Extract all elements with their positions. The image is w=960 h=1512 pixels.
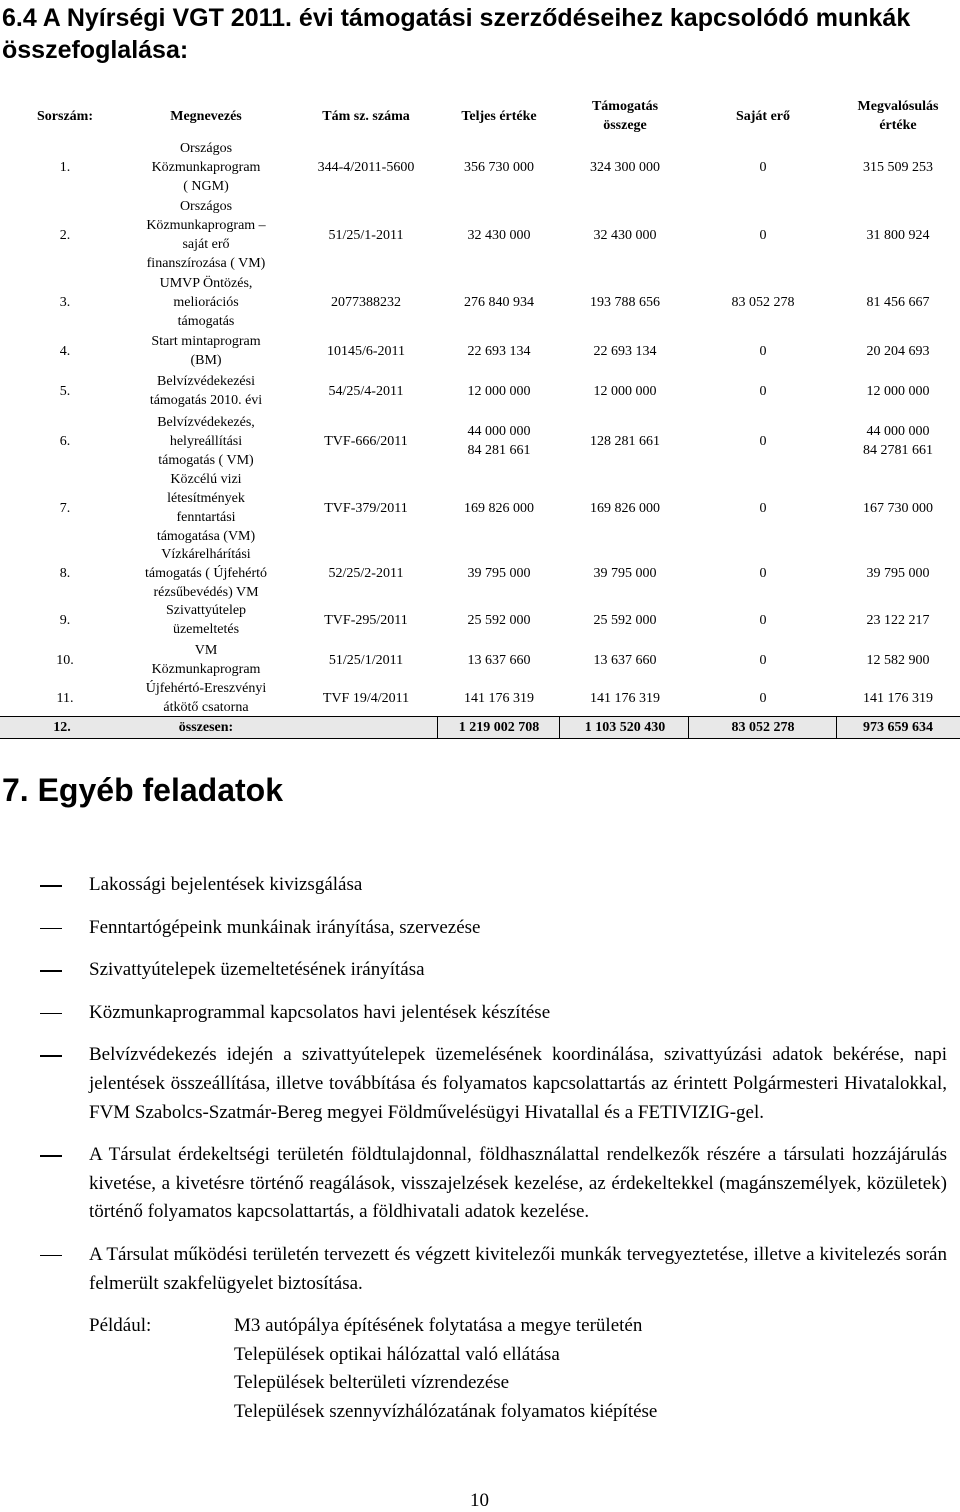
row-realized-value: 141 176 319 [863,690,933,706]
table-row [0,273,960,331]
row-contract-number: 2077388232 [331,294,401,310]
row-own-share: 0 [759,433,767,449]
task-item [0,1141,960,1227]
example-label: Például: [89,1315,152,1337]
row-grant-amount: 32 430 000 [593,227,657,243]
row-total-value: 141 176 319 [464,690,534,706]
row-realized-value: 12 000 000 [866,383,930,399]
table-row [0,412,960,470]
row-name: VM Közmunkaprogram [151,643,261,677]
row-total-value: 22 693 134 [467,343,531,359]
row-number: 4. [59,343,71,359]
row-realized-value: 315 509 253 [863,160,933,175]
example-item: Települések belterületi vízrendezése [234,1372,510,1394]
total-sajat: 83 052 278 [731,720,795,735]
row-number: 10. [56,652,74,668]
row-grant-amount: 13 637 660 [593,652,657,668]
table-row [0,640,960,680]
row-total-value: 39 795 000 [467,565,531,581]
row-own-share: 0 [759,690,767,706]
example-row [0,1369,960,1398]
table-row [0,139,960,196]
row-total-value: 356 730 000 [464,160,534,175]
task-text: Fenntartógépeink munkáinak irányítása, szervezése [89,916,481,938]
row-grant-amount: 22 693 134 [593,343,657,359]
task-item [0,999,960,1028]
row-grant-amount: 128 281 661 [590,433,660,449]
row-own-share: 83 052 278 [731,294,795,310]
example-row [0,1341,960,1370]
row-number: 5. [59,383,71,399]
task-item [0,1041,960,1127]
row-contract-number: 52/25/2-2011 [328,565,404,581]
row-grant-amount: 193 788 656 [590,294,660,310]
dash-bullet-icon [40,1155,62,1157]
row-name: Belvízvédekezési támogatás 2010. évi [149,374,263,408]
table-row [0,371,960,411]
example-item: M3 autópálya építésének folytatása a megye területén [234,1315,643,1337]
row-contract-number: TVF-666/2011 [324,433,408,449]
example-item: Települések szennyvízhálózatának folyamatos kiépítése [234,1400,658,1422]
funding-table [0,97,960,739]
header-megval: Megvalósulás értéke [857,99,939,133]
row-own-share: 0 [759,652,767,668]
row-total-value: 169 826 000 [464,500,534,516]
header-szam: Tám sz. száma [322,109,410,124]
total-num: 12. [53,720,71,735]
row-number: 9. [59,612,71,628]
row-grant-amount: 39 795 000 [593,565,657,581]
row-grant-amount: 141 176 319 [590,690,660,706]
task-text: Szivattyútelepek üzemeltetésének irányítása [89,959,425,981]
total-row [0,716,960,739]
task-text: Lakossági bejelentések kivizsgálása [89,874,363,895]
row-realized-value: 31 800 924 [866,227,930,243]
task-text: A Társulat érdekeltségi területén földtulajdonnal, földhasználattal rendelkezők részére a társulati hozzájárulás kivetése, a kivetésre történő reagálások, visszajelzések kezelése, az érdekeltekkel (magánszemélyek, közületek) történő folyamatos kapcsolattartás, a földhivatali adatok kezelése. [89,1144,947,1223]
row-realized-value: 167 730 000 [863,500,933,516]
header-teljes: Teljes értéke [461,109,537,124]
row-own-share: 0 [759,565,767,581]
row-realized-value: 20 204 693 [866,343,930,359]
row-contract-number: 10145/6-2011 [326,343,406,359]
row-total-value: 276 840 934 [464,294,534,310]
row-grant-amount: 169 826 000 [590,500,660,516]
row-total-value: 32 430 000 [467,227,531,243]
divider [437,717,438,738]
divider [688,717,689,738]
total-megval: 973 659 634 [863,720,933,735]
header-tamogatas: Támogatás összege [591,99,659,133]
table-row [0,333,960,369]
total-tamogatas: 1 103 520 430 [584,720,666,735]
row-own-share: 0 [759,500,767,516]
table-row [0,546,960,600]
row-number: 2. [59,227,71,243]
row-own-share: 0 [759,160,767,175]
row-name: UMVP Öntözés, meliorációs támogatás [159,275,253,329]
row-name: Start mintaprogram (BM) [151,334,261,368]
task-item [0,914,960,943]
dash-bullet-icon [40,1055,62,1057]
header-sajat: Saját erő [735,109,791,124]
task-item [0,956,960,985]
row-number: 7. [59,500,71,516]
row-total-value: 13 637 660 [467,652,531,668]
row-name: Vízkárelhárítási támogatás ( Újfehértó rézsűbevédés) VM [144,546,268,600]
row-name: Újfehértó-Ereszvényi átkötő csatorna [145,681,267,715]
row-name: Közcélú vizi létesítmények fenntartási támogatása (VM) [156,472,256,544]
row-realized-value: 39 795 000 [866,565,930,581]
table-row [0,198,960,272]
task-item [0,871,960,900]
page-title: 6.4 A Nyírségi VGT 2011. évi támogatási szerződéseihez kapcsolódó munkák összefoglalása: [2,4,911,64]
example-item: Települések optikai hálózattal való ellátása [234,1343,560,1365]
row-contract-number: 51/25/1-2011 [328,227,404,243]
row-own-share: 0 [759,612,767,628]
row-number: 3. [59,294,71,310]
row-own-share: 0 [759,343,767,359]
dash-bullet-icon [40,970,62,972]
row-contract-number: 51/25/1/2011 [328,652,404,668]
row-contract-number: TVF-379/2011 [324,500,408,516]
row-realized-value: 44 000 000 84 2781 661 [863,424,933,458]
row-grant-amount: 12 000 000 [593,383,657,399]
task-list [0,871,960,1427]
row-realized-value: 81 456 667 [866,294,930,310]
table-row [0,472,960,544]
row-contract-number: TVF-295/2011 [324,612,408,628]
task-text: A Társulat működési területén tervezett és végzett kivitelezői munkák tervegyeztetése, illetve a kivitelezés során felmerült szakfelügyelet biztosítása. [89,1243,947,1294]
dash-bullet-icon [40,1013,62,1015]
row-total-value: 25 592 000 [467,612,531,628]
table-row [0,681,960,715]
row-number: 1. [59,160,71,175]
total-teljes: 1 219 002 708 [458,720,540,735]
row-name: Szivattyútelep üzemeltetés [165,603,247,637]
dash-bullet-icon [40,928,62,930]
header-num: Sorszám: [37,109,93,124]
page-number: 10 [470,1490,489,1511]
row-total-value: 44 000 000 84 281 661 [467,424,531,458]
row-contract-number: 344-4/2011-5600 [317,160,415,175]
row-total-value: 12 000 000 [467,383,531,399]
dash-bullet-icon [40,1255,62,1257]
row-number: 8. [59,565,71,581]
row-realized-value: 23 122 217 [866,612,930,628]
row-realized-value: 12 582 900 [866,652,930,668]
task-text: Közmunkaprogrammal kapcsolatos havi jelentések készítése [89,1001,551,1023]
divider [836,717,837,738]
header-name: Megnevezés [170,109,242,124]
total-label: összesen: [178,720,234,735]
table-row [0,601,960,639]
row-own-share: 0 [759,383,767,399]
row-contract-number: 54/25/4-2011 [328,383,404,399]
dash-bullet-icon [40,885,62,887]
example-row [0,1312,960,1341]
row-name: Országos Közmunkaprogram – saját erő finanszírozása ( VM) [146,199,266,271]
row-contract-number: TVF 19/4/2011 [322,690,410,706]
row-name: Belvízvédekezés, helyreállítási támogatás ( VM) [157,414,255,468]
row-number: 6. [59,433,71,449]
row-own-share: 0 [759,227,767,243]
divider [559,717,560,738]
row-grant-amount: 324 300 000 [590,160,660,175]
example-row [0,1398,960,1427]
section-title: 7. Egyéb feladatok [2,772,283,808]
task-item [0,1241,960,1298]
row-name: Országos Közmunkaprogram ( NGM) [151,141,261,194]
row-grant-amount: 25 592 000 [593,612,657,628]
row-number: 11. [56,690,74,706]
task-text: Belvízvédekezés idején a szivattyútelepek üzemelésének koordinálása, szivattyúzási adatok bekérése, napi jelentések összeállítása, illetve továbbítása és folyamatos kapcsolattartás az érintett Polgármesteri Hivatalokkal, FVM Szabolcs-Szatmár-Bereg megyei Földművelésügyi Hivatallal és a FETIVIZIG-gel. [89,1044,947,1123]
